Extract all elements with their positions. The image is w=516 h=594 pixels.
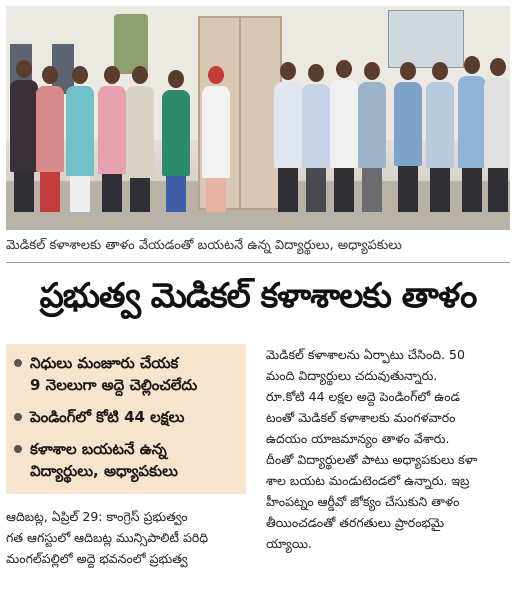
news-photo (6, 6, 510, 230)
photo-tree (114, 14, 148, 74)
highlight-item: కళాశాల బయటనే ఉన్న విద్యార్థులు, అధ్యాపకులు (14, 438, 178, 482)
article-body-left (6, 506, 246, 569)
caption-divider (6, 262, 510, 263)
body-line: మంగల్‌పల్లిలో అద్దె భవనంలో ప్రభుత్వ (6, 551, 188, 566)
body-line: ఆదిబట్ల, ఏప్రిల్ 29: కాంగ్రెస్ ప్రభుత్వం (6, 509, 188, 524)
body-line: రూ.కోటి 44 లక్షల అద్దె పెండింగ్‌లో ఉండ (266, 389, 460, 404)
article-body-right (266, 344, 510, 554)
body-line: మంది విద్యార్థులు చదువుతున్నారు. (266, 368, 438, 383)
bullet-icon (14, 359, 22, 367)
article-headline: ప్రభుత్వ మెడికల్ కళాశాలకు తాళం (39, 276, 477, 316)
body-line: శాల బయట మండుటెండలో ఉన్నారు. ఇబ్ర (266, 473, 470, 488)
body-line: ఉదయం యాజమాన్యం తాళం వేశారు. (266, 431, 450, 446)
body-line: మెడికల్ కళాశాలను ఏర్పాటు చేసింది. 50 (266, 347, 465, 362)
body-line: య్యాయి. (266, 536, 312, 551)
highlight-item: పెండింగ్‌లో కోటి 44 లక్షలు (14, 406, 184, 428)
body-line: టంతో మెడికల్ కళాశాలకు మంగళవారం (266, 410, 456, 425)
photo-caption: మెడికల్ కళాశాలకు తాళం వేయడంతో బయటనే ఉన్న విద్యార్థులు, అధ్యాపకులు (6, 238, 402, 253)
highlights-box (6, 344, 246, 494)
body-line: తీయించడంతో తరగతులు ప్రారంభమై (266, 515, 445, 530)
photo-notice-board (388, 10, 464, 68)
bullet-icon (14, 413, 22, 421)
body-line: దీంతో విద్యార్థులతో పాటు అధ్యాపకులు కళా (266, 452, 478, 467)
body-line: గత ఆగస్టులో ఆదిబట్ల మున్సిపాలిటీ పరిధి (6, 530, 209, 545)
highlight-item: నిధులు మంజూరు చేయక 9 నెలలుగా అద్దె చెల్లించలేదు (14, 352, 197, 396)
body-line: హీంపట్నం ఆర్డీవో జోక్యం చేసుకుని తాళం (266, 494, 460, 509)
bullet-icon (14, 445, 22, 453)
